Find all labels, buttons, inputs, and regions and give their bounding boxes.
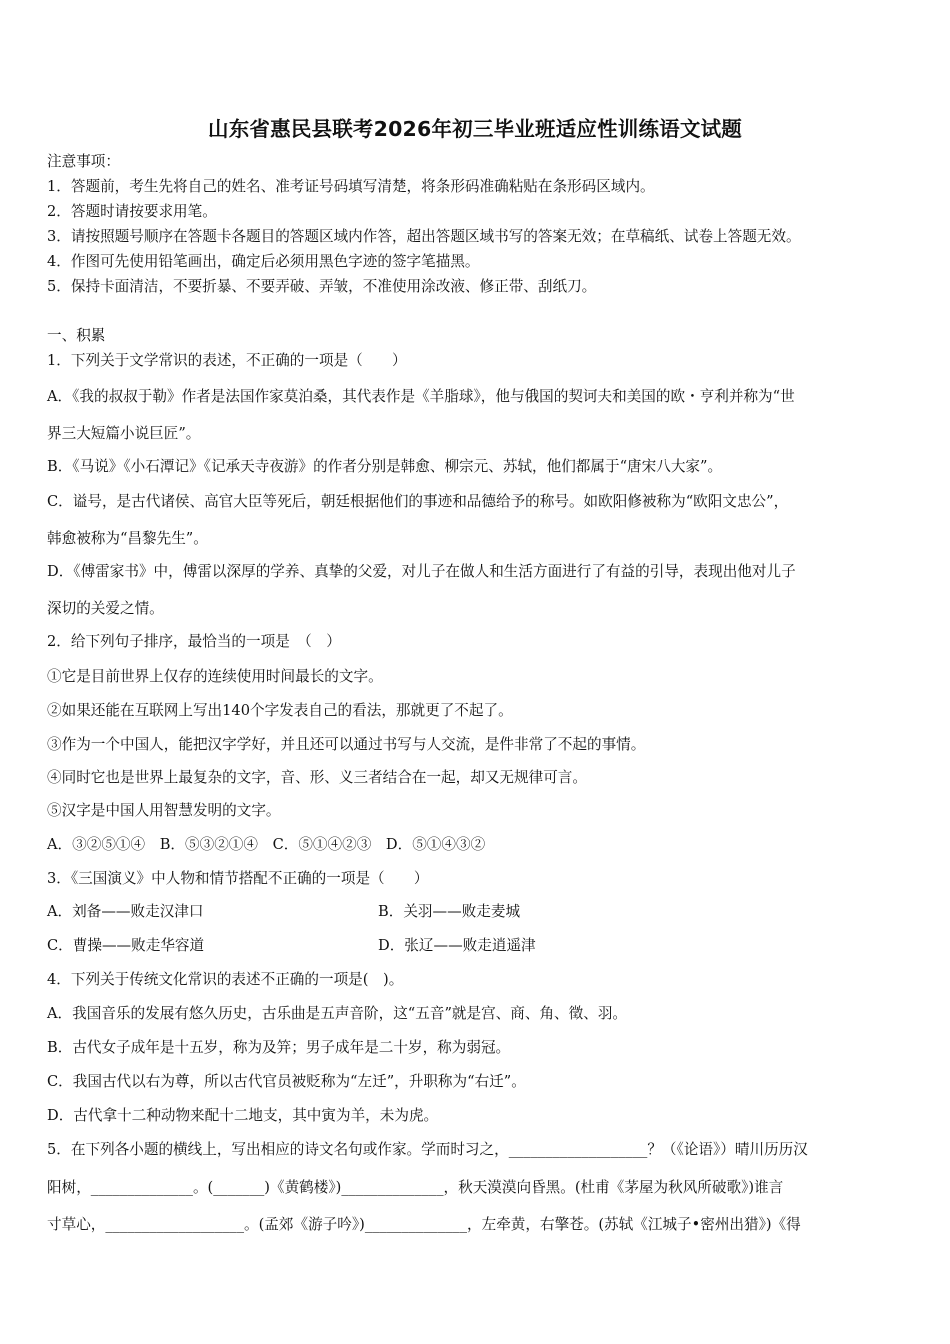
question-2-sentence-4: ④同时它也是世界上最复杂的文字，音、形、义三者结合在一起，却又无规律可言。 [47,769,587,786]
question-5-line-2: 阳树，______________。(_______)《黄鹤楼》)______________，秋天漠漠向昏黑。(杜甫《茅屋为秋风所破歌》)谁言 [47,1179,784,1196]
question-2-options: A．③②⑤①④ B．⑤③②①④ C．⑤①④②③ D．⑤①④③② [47,836,486,853]
notice-item: 3．请按照题号顺序在答题卡各题目的答题区域内作答，超出答题区域书写的答案无效；在草稿纸、试卷上答题无效。 [47,228,801,245]
question-1-option-d-cont: 深切的关爱之情。 [47,600,164,617]
question-5-line-1: 5．在下列各小题的横线上，写出相应的诗文名句或作家。学而时习之，___________________？（《论语》）晴川历历汉 [47,1141,808,1158]
question-4-option-a: A．我国音乐的发展有悠久历史，古乐曲是五声音阶，这“五音”就是宫、商、角、徵、羽。 [47,1005,628,1022]
question-5-line-3: 寸草心，___________________。(孟郊《游子吟》)______________，左牵黄，右擎苍。(苏轼《江城子•密州出猎》)《得 [47,1216,801,1233]
question-1-option-d: D．《傅雷家书》中，傅雷以深厚的学养、真挚的父爱，对儿子在做人和生活方面进行了有益的引导，表现出他对儿子 [47,563,796,580]
question-4-option-c: C．我国古代以右为尊，所以古代官员被贬称为“左迁”，升职称为“右迁”。 [47,1073,526,1090]
question-1-option-b: B．《马说》《小石潭记》《记承天寺夜游》的作者分别是韩愈、柳宗元、苏轼，他们都属于“唐宋八大家”。 [47,458,723,475]
question-2-sentence-3: ③作为一个中国人，能把汉字学好，并且还可以通过书写与人交流，是件非常了不起的事情。 [47,736,646,753]
question-3-option-c: C．曹操——败走华容道 [47,937,205,954]
question-2-stem: 2．给下列句子排序，最恰当的一项是 （ ） [47,633,341,650]
notice-item: 5．保持卡面清洁，不要折暴、不要弄破、弄皱，不准使用涂改液、修正带、刮纸刀。 [47,278,597,295]
question-2-sentence-2: ②如果还能在互联网上写出140个字发表自己的看法，那就更了不起了。 [47,702,513,719]
notice-item: 2．答题时请按要求用笔。 [47,203,217,220]
question-2-sentence-1: ①它是目前世界上仅存的连续使用时间最长的文字。 [47,668,383,685]
question-1-option-a: A．《我的叔叔于勒》作者是法国作家莫泊桑，其代表作是《羊脂球》，他与俄国的契诃夫和美国的欧・亨利并称为“世 [47,388,795,405]
question-3-option-a: A．刘备——败走汉津口 [47,903,204,920]
question-1-option-a-cont: 界三大短篇小说巨匠”。 [47,425,201,442]
question-1-option-c: C．谥号，是古代诸侯、高官大臣等死后，朝廷根据他们的事迹和品德给予的称号。如欧阳修被称为“欧阳文忠公”， [47,493,789,510]
notice-item: 1．答题前，考生先将自己的姓名、准考证号码填写清楚，将条形码准确粘贴在条形码区域内。 [47,178,655,195]
question-4-stem: 4．下列关于传统文化常识的表述不正确的一项是( )。 [47,971,404,988]
notice-heading: 注意事项： [47,153,120,170]
question-1-stem: 1．下列关于文学常识的表述，不正确的一项是（ ） [47,352,407,369]
question-2-sentence-5: ⑤汉字是中国人用智慧发明的文字。 [47,802,281,819]
question-4-option-d: D．古代拿十二种动物来配十二地支，其中寅为羊，未为虎。 [47,1107,439,1124]
question-3-stem: 3．《三国演义》中人物和情节搭配不正确的一项是（ ） [47,870,429,887]
question-3-option-d: D．张辽——败走逍遥津 [378,937,536,954]
question-4-option-b: B．古代女子成年是十五岁，称为及笄；男子成年是二十岁，称为弱冠。 [47,1039,511,1056]
section-heading: 一、积累 [47,327,106,344]
page-title: 山东省惠民县联考2026年初三毕业班适应性训练语文试题 [208,117,742,141]
question-1-option-c-cont: 韩愈被称为“昌黎先生”。 [47,530,208,547]
question-3-option-b: B．关羽——败走麦城 [378,903,521,920]
notice-item: 4．作图可先使用铅笔画出，确定后必须用黑色字迹的签字笔描黑。 [47,253,480,270]
